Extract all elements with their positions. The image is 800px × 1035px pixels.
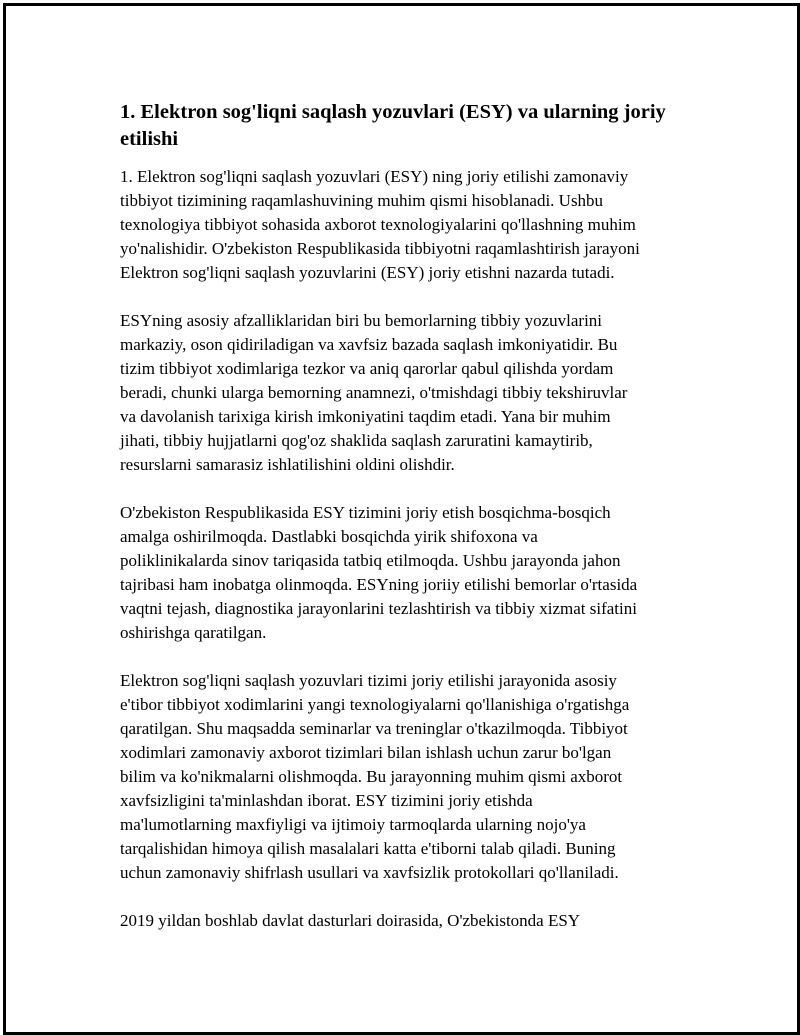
heading-line: 1. Elektron sog'liqni saqlash yozuvlari (ESY) va ularning joriy [120, 101, 666, 123]
section-heading [120, 99, 690, 153]
text-line: e'tibor tibbiyot xodimlarini yangi texnologiyalarni qo'llanishiga o'rgatishga [120, 695, 630, 714]
text-line: poliklinikalarda sinov tariqasida tatbiq etilmoqda. Ushbu jarayonda jahon [120, 551, 621, 570]
text-line: Elektron sog'liqni saqlash yozuvlari tizimi joriy etilishi jarayonida asosiy [120, 671, 617, 690]
text-line: texnologiya tibbiyot sohasida axborot texnologiyalarini qo'llashning muhim [120, 215, 636, 234]
text-line: jihati, tibbiy hujjatlarni qog'oz shaklida saqlash zaruratini kamaytirib, [120, 431, 593, 450]
text-line: ma'lumotlarning maxfiyligi va ijtimoiy tarmoqlarda ularning nojo'ya [120, 815, 586, 834]
paragraph-2 [120, 309, 690, 477]
text-line: Elektron sog'liqni saqlash yozuvlarini (ESY) joriy etishni nazarda tutadi. [120, 263, 615, 282]
text-line: xodimlari zamonaviy axborot tizimlari bilan ishlash uchun zarur bo'lgan [120, 743, 612, 762]
text-line: qaratilgan. Shu maqsadda seminarlar va treninglar o'tkazilmoqda. Tibbiyot [120, 719, 628, 738]
heading-line: etilishi [120, 128, 179, 150]
paragraph-5 [120, 909, 690, 933]
page-frame [3, 3, 800, 1035]
text-line: yo'nalishidir. O'zbekiston Respublikasida tibbiyotni raqamlashtirish jarayoni [120, 239, 640, 258]
text-line: oshirishga qaratilgan. [120, 623, 267, 642]
text-line: va davolanish tarixiga kirish imkoniyatini taqdim etadi. Yana bir muhim [120, 407, 611, 426]
text-line: vaqtni tejash, diagnostika jarayonlarini tezlashtirish va tibbiy xizmat sifatini [120, 599, 637, 618]
text-line: tibbiyot tizimining raqamlashuvining muhim qismi hisoblanadi. Ushbu [120, 191, 604, 210]
text-line: 1. Elektron sog'liqni saqlash yozuvlari (ESY) ning joriy etilishi zamonaviy [120, 167, 629, 186]
paragraph-1 [120, 165, 690, 285]
text-line: ESYning asosiy afzalliklaridan biri bu bemorlarning tibbiy yozuvlarini [120, 311, 603, 330]
text-line: 2019 yildan boshlab davlat dasturlari doirasida, O'zbekistonda ESY [120, 911, 581, 930]
text-line: resurslarni samarasiz ishlatilishini oldini olishdir. [120, 455, 455, 474]
paragraph-3 [120, 501, 690, 645]
text-line: uchun zamonaviy shifrlash usullari va xavfsizlik protokollari qo'llaniladi. [120, 863, 619, 882]
paragraph-4 [120, 669, 690, 885]
text-line: xavfsizligini ta'minlashdan iborat. ESY tizimini joriy etishda [120, 791, 533, 810]
text-line: beradi, chunki ularga bemorning anamnezi, o'tmishdagi tibbiy tekshiruvlar [120, 383, 628, 402]
document-body [120, 99, 690, 957]
text-line: markaziy, oson qidiriladigan va xavfsiz bazada saqlash imkoniyatidir. Bu [120, 335, 618, 354]
text-line: O'zbekiston Respublikasida ESY tizimini joriy etish bosqichma-bosqich [120, 503, 611, 522]
text-line: tajribasi ham inobatga olinmoqda. ESYning joriiy etilishi bemorlar o'rtasida [120, 575, 638, 594]
text-line: bilim va ko'nikmalarni olishmoqda. Bu jarayonning muhim qismi axborot [120, 767, 623, 786]
text-line: amalga oshirilmoqda. Dastlabki bosqichda yirik shifoxona va [120, 527, 538, 546]
text-line: tarqalishidan himoya qilish masalalari katta e'tiborni talab qiladi. Buning [120, 839, 616, 858]
text-line: tizim tibbiyot xodimlariga tezkor va aniq qarorlar qabul qilishda yordam [120, 359, 614, 378]
